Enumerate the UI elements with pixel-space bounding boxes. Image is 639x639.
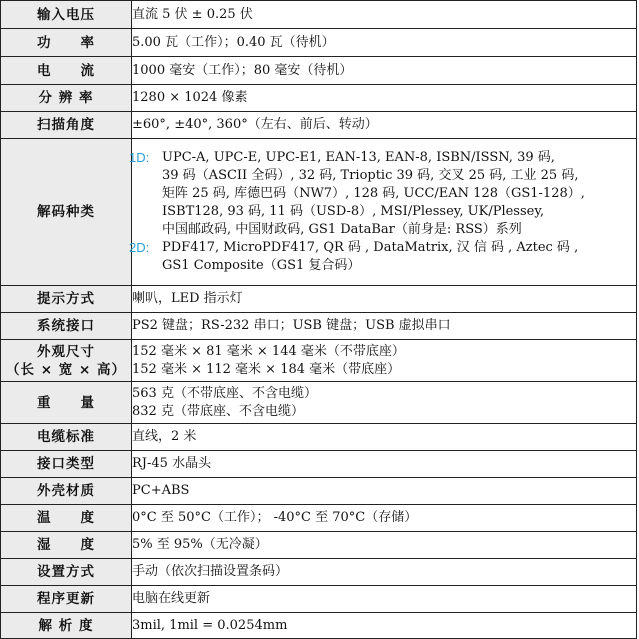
row-value: 手动（依次扫描设置条码） bbox=[132, 559, 637, 586]
symbology-line: ISBT128, 93 码, 11 码（USD-8）, MSI/Plessey, UK/Plessey, bbox=[162, 204, 545, 219]
row-label: 电 流 bbox=[1, 57, 132, 85]
row-value: 3mil, 1mil = 0.0254mm bbox=[132, 613, 637, 639]
table-row bbox=[1, 57, 637, 85]
symbology-line: PDF417, MicroPDF417, QR 码 , DataMatrix, 汉 信 码 , Aztec 码 , bbox=[162, 240, 579, 255]
row-value: 电脑在线更新 bbox=[132, 586, 637, 613]
table-row bbox=[1, 112, 637, 139]
value-line: 832 克（带底座、不含电缆） bbox=[132, 403, 304, 419]
row-value: 5.00 瓦（工作）；0.40 瓦（待机） bbox=[132, 29, 637, 57]
row-value: ±60°, ±40°, 360°（左右、前后、转动） bbox=[132, 112, 637, 139]
table-row bbox=[1, 559, 637, 586]
row-value: 1000 毫安（工作）；80 毫安（待机） bbox=[132, 57, 637, 85]
table-row bbox=[1, 29, 637, 57]
row-label: 解 析 度 bbox=[1, 613, 132, 639]
row-label: 重 量 bbox=[1, 382, 132, 424]
symbology-group-1d bbox=[129, 149, 636, 239]
table-row bbox=[1, 451, 637, 478]
label-line: （长 × 宽 × 高） bbox=[6, 361, 126, 378]
value-line: 152 毫米 × 112 毫米 × 184 毫米（带底座） bbox=[132, 361, 401, 377]
row-value: 喇叭，LED 指示灯 bbox=[132, 286, 637, 313]
row-label: 接口类型 bbox=[1, 451, 132, 478]
row-label: 输入电压 bbox=[1, 1, 132, 29]
row-value bbox=[132, 340, 637, 382]
table-row bbox=[1, 586, 637, 613]
symbology-line: 39 码（ASCII 全码）, 32 码, Trioptic 39 码, 交叉 25 码, 工业 25 码, bbox=[162, 168, 579, 183]
row-label: 电缆标准 bbox=[1, 424, 132, 451]
row-label: 设置方式 bbox=[1, 559, 132, 586]
row-value: PS2 键盘；RS-232 串口；USB 键盘；USB 虚拟串口 bbox=[132, 313, 637, 340]
symbology-line: GS1 Composite（GS1 复合码） bbox=[162, 258, 361, 273]
table-row bbox=[1, 382, 637, 424]
table-row bbox=[1, 139, 637, 286]
row-label: 外壳材质 bbox=[1, 478, 132, 505]
value-line: 563 克（不带底座、不含电缆） bbox=[132, 385, 317, 401]
row-value: 直线，2 米 bbox=[132, 424, 637, 451]
row-value: RJ-45 水晶头 bbox=[132, 451, 637, 478]
row-value: 0°C 至 50°C（工作）； -40°C 至 70°C（存储） bbox=[132, 505, 637, 532]
value-line: 152 毫米 × 81 毫米 × 144 毫米（不带底座） bbox=[132, 343, 405, 359]
row-value: 5% 至 95%（无冷凝） bbox=[132, 532, 637, 559]
symbology-list bbox=[129, 139, 637, 286]
group-tag: 1D: bbox=[129, 150, 150, 165]
row-value: 直流 5 伏 ± 0.25 伏 bbox=[132, 1, 637, 29]
row-label: 程序更新 bbox=[1, 586, 132, 613]
row-value: PC+ABS bbox=[132, 478, 637, 505]
table-row bbox=[1, 85, 637, 112]
row-label bbox=[1, 340, 132, 382]
table-row bbox=[1, 1, 637, 29]
table-row bbox=[1, 505, 637, 532]
table-row bbox=[1, 613, 637, 639]
table-row bbox=[1, 424, 637, 451]
row-label: 系统接口 bbox=[1, 313, 132, 340]
symbology-line: 矩阵 25 码, 库德巴码（NW7）, 128 码, UCC/EAN 128（GS1-128）, bbox=[162, 186, 585, 201]
row-label: 分 辨 率 bbox=[1, 85, 132, 112]
row-label: 湿 度 bbox=[1, 532, 132, 559]
row-label: 扫描角度 bbox=[1, 112, 132, 139]
table-row bbox=[1, 478, 637, 505]
symbology-line: UPC-A, UPC-E, UPC-E1, EAN-13, EAN-8, ISBN/ISSN, 39 码, bbox=[162, 150, 555, 165]
row-value bbox=[132, 382, 637, 424]
table-row bbox=[1, 340, 637, 382]
table-row bbox=[1, 313, 637, 340]
table-row bbox=[1, 532, 637, 559]
label-line: 外观尺寸 bbox=[37, 343, 95, 360]
group-tag: 2D: bbox=[129, 240, 150, 255]
row-value: 1280 × 1024 像素 bbox=[132, 85, 637, 112]
row-label: 温 度 bbox=[1, 505, 132, 532]
symbology-group-2d bbox=[129, 239, 636, 275]
table-row bbox=[1, 286, 637, 313]
symbology-line: 中国邮政码, 中国财政码, GS1 DataBar（前身是: RSS）系列 bbox=[162, 222, 522, 237]
row-label: 解码种类 bbox=[1, 139, 132, 286]
row-label: 功 率 bbox=[1, 29, 132, 57]
row-label: 提示方式 bbox=[1, 286, 132, 313]
